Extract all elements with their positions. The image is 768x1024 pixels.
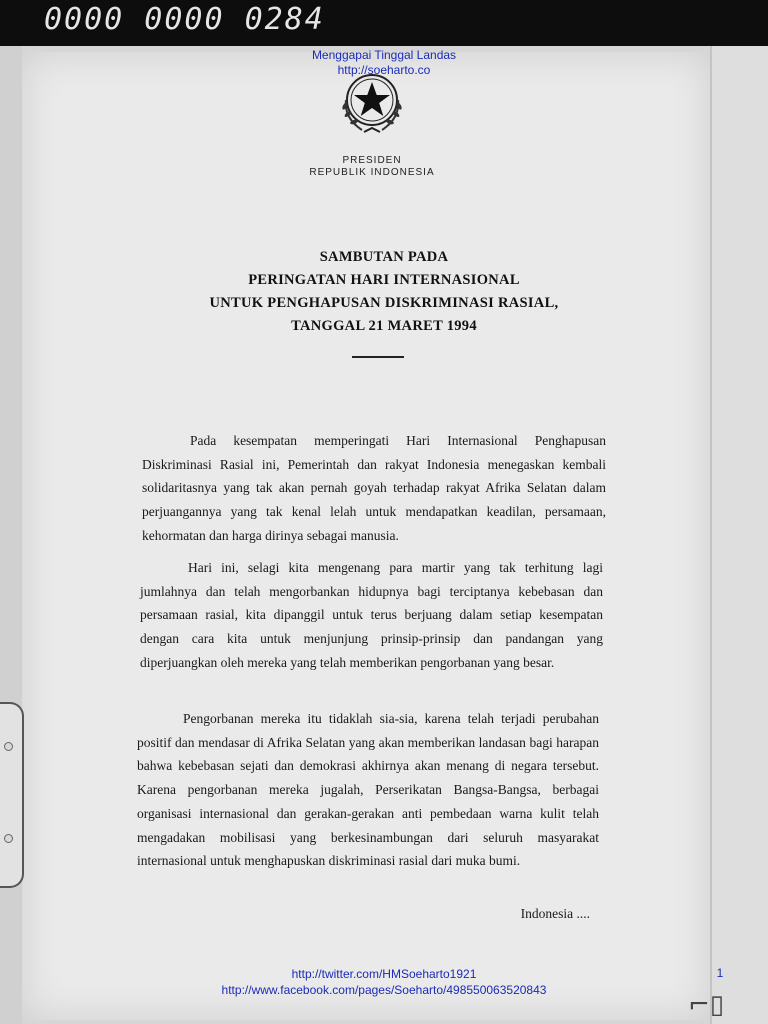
presidential-seal-icon (330, 60, 414, 144)
letterhead-line-2: REPUBLIK INDONESIA (309, 167, 435, 178)
document-title-line-3: UNTUK PENGHAPUSAN DISKRIMINASI RASIAL, (209, 295, 559, 311)
letterhead-line-1: PRESIDEN (342, 155, 402, 166)
page-continuation: Indonesia .... (520, 906, 590, 921)
facebook-link[interactable]: http://www.facebook.com/pages/Soeharto/498550063520843 (221, 983, 547, 997)
watermark-url[interactable]: http://soeharto.co (337, 63, 431, 77)
page-number: 1 (716, 966, 724, 980)
body-paragraph-2: Hari ini, selagi kita mengenang para martir yang tak terhitung lagi jumlahnya dan telah mengorbankan hidupnya bagi terciptanya kebebasan dan persamaan rasial, kita dipanggil untuk terus berjuang dalam setiap kesempatan dengan cara kita untuk menjunjung prinsip-prinsip dan pandangan yang diperjuangkan oleh mereka yang telah memberikan pengorbanan yang besar. (140, 560, 603, 670)
watermark-title[interactable]: Menggapai Tinggal Landas (311, 48, 457, 62)
body-paragraph-1: Pada kesempatan memperingati Hari Internasional Penghapusan Diskriminasi Rasial ini, Pemerintah dan rakyat Indonesia menegaskan kembali solidaritasnya yang tak akan pernah goyah terhadap rakyat Afrika Selatan dalam perjuangannya yang tak kenal lelah untuk mendapatkan keadilan, persamaan, kehormatan dan harga dirinya sebagai manusia. (142, 433, 606, 543)
scan-edge-mark: ⌐▯ (688, 990, 725, 1020)
title-divider (352, 356, 404, 358)
twitter-link[interactable]: http://twitter.com/HMSoeharto1921 (291, 967, 477, 981)
frame-code: 0000 0000 0284 (44, 2, 325, 37)
scan-header-bar (0, 0, 768, 46)
binder-hole (4, 742, 13, 751)
document-title-line-2: PERINGATAN HARI INTERNASIONAL (248, 272, 520, 288)
right-margin-strip (710, 46, 768, 1024)
binder-tab (0, 702, 24, 888)
binder-hole (4, 834, 13, 843)
document-title-line-4: TANGGAL 21 MARET 1994 (291, 318, 477, 334)
document-title-line-1: SAMBUTAN PADA (319, 249, 449, 265)
body-paragraph-3: Pengorbanan mereka itu tidaklah sia-sia, karena telah terjadi perubahan positif dan mendasar di Afrika Selatan yang akan memberikan landasan bagi harapan bahwa kebebasan sejati dan demokrasi akhirnya akan menang di negara tersebut. Karena pengorbanan mereka jugalah, Perserikatan Bangsa-Bangsa, berbagai organisasi internasional dan gerakan-gerakan anti pembedaan warna kulit telah mengadakan mobilisasi yang berkesinambungan dari seluruh masyarakat internasional untuk menghapuskan diskriminasi rasial dari muka bumi. (137, 711, 599, 869)
